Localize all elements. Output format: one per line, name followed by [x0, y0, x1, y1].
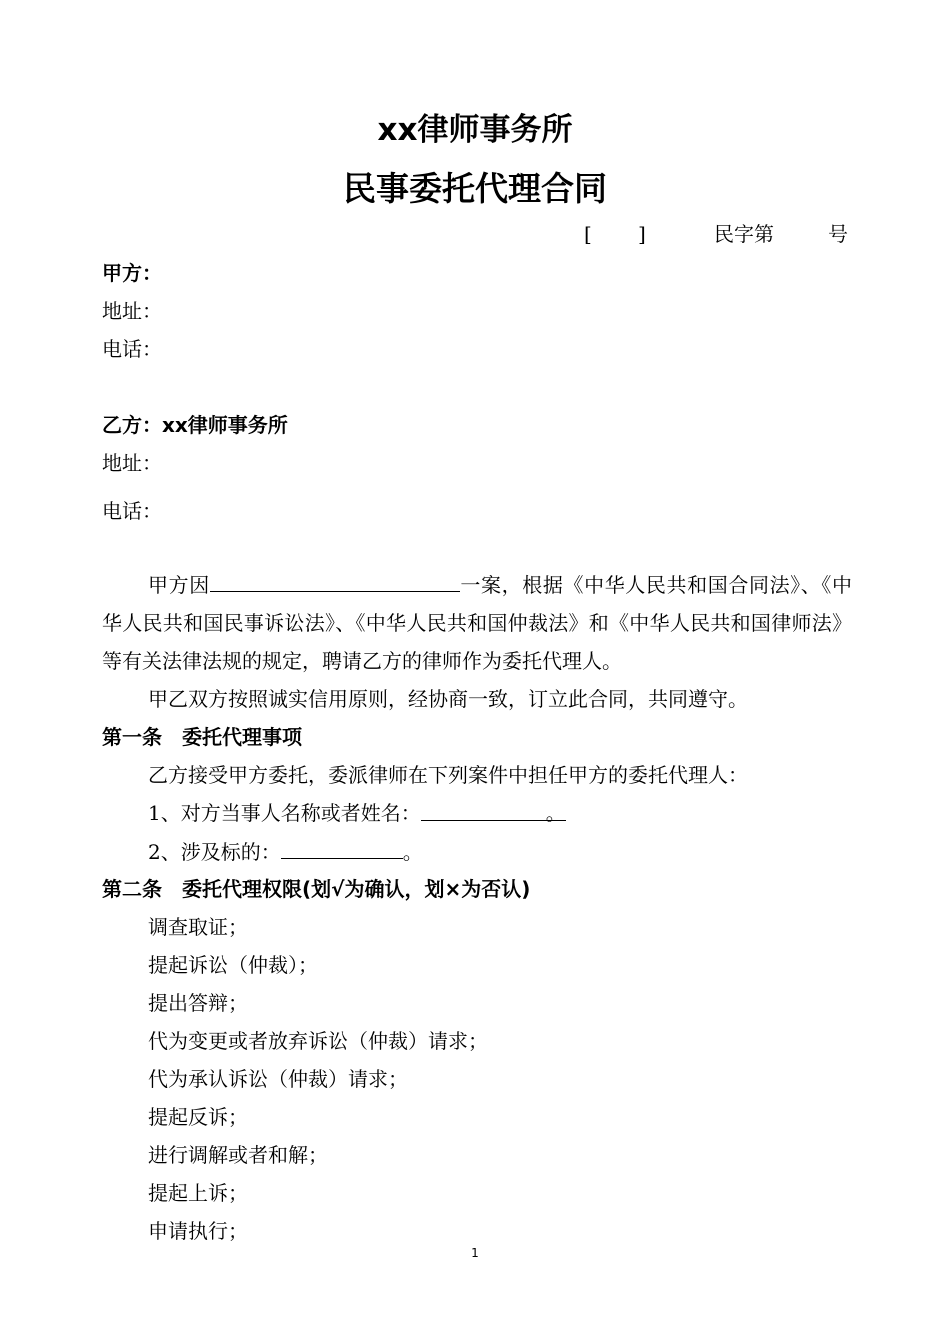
party-b-phone: 电话： — [102, 499, 162, 523]
preamble-rest: 一案，根据《中华人民共和国合同法》、《中华人民共和国民事诉讼法》、《中华人民共和国仲裁法》和《中华人民共和国律师法》等有关法律法规的规定，聘请乙方的律师作为委托代理人。 — [102, 573, 853, 673]
party-a-phone: 电话： — [102, 337, 162, 361]
authority-item: 提出答辩； — [148, 991, 248, 1015]
article-1-heading: 第一条 委托代理事项 — [102, 725, 302, 749]
page-number: 1 — [471, 1246, 479, 1260]
ref-close-bracket: ] — [638, 222, 646, 246]
item-2-label: 2、涉及标的： — [148, 840, 281, 864]
subject-matter-blank — [281, 838, 403, 859]
item-1-period: 。 — [545, 801, 566, 825]
party-a-label: 甲方： — [102, 261, 162, 285]
authority-item: 代为变更或者放弃诉讼（仲裁）请求； — [148, 1029, 488, 1053]
ref-suffix: 号 — [828, 222, 848, 246]
party-a-address: 地址： — [102, 299, 162, 323]
contract-title: 民事委托代理合同 — [343, 169, 607, 208]
party-b-label: 乙方：xx律师事务所 — [102, 413, 288, 437]
firm-title: xx律师事务所 — [377, 112, 573, 148]
item-1-label: 1、对方当事人名称或者姓名： — [148, 801, 421, 825]
authority-item: 调查取证； — [148, 915, 248, 939]
opponent-name-blank — [421, 800, 566, 825]
ref-open-bracket: [ — [584, 222, 592, 246]
case-name-blank — [210, 571, 460, 592]
party-b-address: 地址： — [102, 451, 162, 475]
item-2-period: 。 — [402, 840, 423, 864]
authority-item: 提起诉讼（仲裁）； — [148, 953, 318, 977]
authority-item: 代为承认诉讼（仲裁）请求； — [148, 1067, 408, 1091]
article-2-heading: 第二条 委托代理权限(划√为确认，划×为否认) — [102, 877, 531, 901]
authority-item: 提起反诉； — [148, 1105, 248, 1129]
preamble-start: 甲方因 — [148, 573, 210, 597]
preamble-paragraph-2: 甲乙双方按照诚实信用原则，经协商一致，订立此合同，共同遵守。 — [148, 687, 748, 711]
authority-item: 进行调解或者和解； — [148, 1143, 328, 1167]
preamble-paragraph — [102, 566, 852, 680]
article-1-item-1 — [148, 800, 566, 826]
article-1-intro: 乙方接受甲方委托，委派律师在下列案件中担任甲方的委托代理人： — [148, 763, 748, 787]
article-1-item-2 — [148, 838, 423, 865]
ref-text: 民字第 — [714, 222, 774, 246]
authority-item: 申请执行； — [148, 1219, 248, 1243]
authority-item: 提起上诉； — [148, 1181, 248, 1205]
